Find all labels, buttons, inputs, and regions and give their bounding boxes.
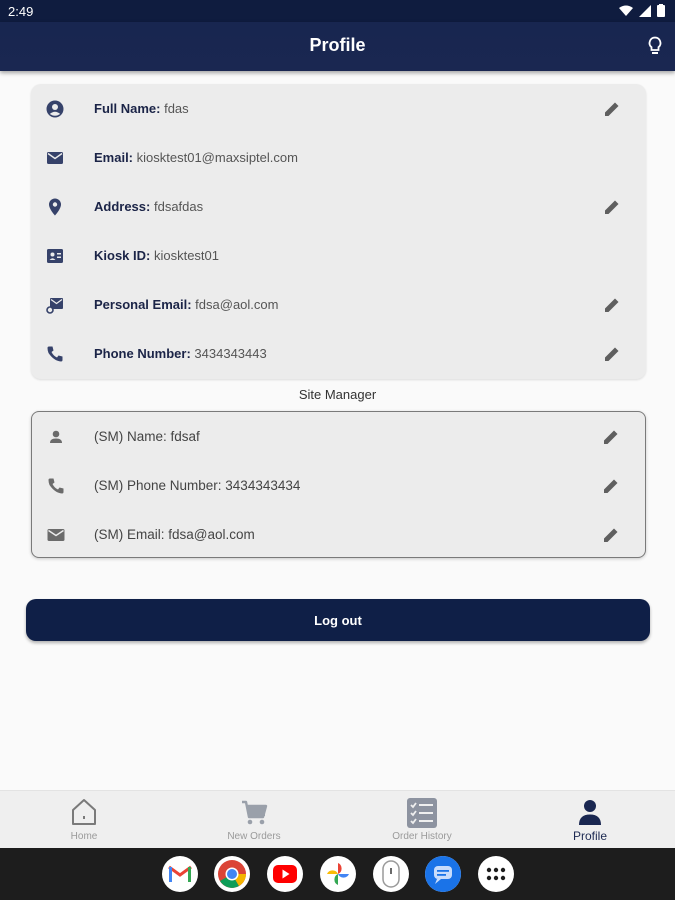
address-label: Address: bbox=[94, 199, 151, 214]
phone-text bbox=[94, 346, 267, 361]
email-label: Email: bbox=[94, 150, 134, 165]
id-card-icon bbox=[45, 246, 65, 266]
email-icon bbox=[45, 148, 65, 168]
contact-mail-icon bbox=[45, 295, 65, 315]
phone-icon bbox=[46, 476, 66, 496]
nav-order-history[interactable] bbox=[338, 791, 506, 849]
wifi-icon bbox=[619, 5, 633, 17]
email-text bbox=[94, 150, 298, 165]
edit-phone-icon[interactable] bbox=[602, 344, 622, 364]
page-title: Profile bbox=[309, 35, 366, 55]
full-name-row bbox=[31, 84, 646, 133]
phone-value: 3434343443 bbox=[194, 346, 267, 361]
profile-card bbox=[31, 84, 646, 379]
account-circle-icon bbox=[45, 99, 65, 119]
kiosk-id-value: kiosktest01 bbox=[153, 248, 220, 263]
address-value: fdsafdas bbox=[153, 199, 204, 214]
sm-email-text: (SM) Email: fdsa@aol.com bbox=[94, 527, 255, 542]
full-name-text bbox=[94, 101, 189, 116]
edit-full-name-icon[interactable] bbox=[602, 99, 622, 119]
lightbulb-icon[interactable] bbox=[647, 36, 663, 56]
phone-icon bbox=[45, 344, 65, 364]
address-text bbox=[94, 199, 203, 214]
site-manager-heading: Site Manager bbox=[298, 387, 377, 402]
edit-sm-name-icon[interactable] bbox=[601, 427, 621, 447]
nav-home-label: Home bbox=[70, 831, 98, 842]
app-drawer-icon[interactable] bbox=[478, 856, 514, 892]
bottom-navigation bbox=[0, 790, 675, 848]
sm-name-row bbox=[32, 412, 645, 461]
kiosk-id-row bbox=[31, 231, 646, 280]
person-icon bbox=[46, 427, 66, 447]
sm-name-text: (SM) Name: fdsaf bbox=[94, 429, 200, 444]
photos-icon[interactable] bbox=[320, 856, 356, 892]
email-icon bbox=[46, 525, 66, 545]
edit-sm-phone-icon[interactable] bbox=[601, 476, 621, 496]
edit-personal-email-icon[interactable] bbox=[602, 295, 622, 315]
cart-icon bbox=[239, 797, 269, 827]
nav-new-orders[interactable] bbox=[170, 791, 338, 849]
edit-sm-email-icon[interactable] bbox=[601, 525, 621, 545]
logout-button[interactable]: Log out bbox=[26, 599, 650, 641]
personal-email-text bbox=[94, 297, 278, 312]
full-name-label: Full Name: bbox=[94, 101, 161, 116]
address-row bbox=[31, 182, 646, 231]
kiosk-id-label: Kiosk ID: bbox=[94, 248, 151, 263]
app-bar bbox=[0, 22, 675, 71]
gmail-icon[interactable] bbox=[162, 856, 198, 892]
home-icon bbox=[69, 797, 99, 827]
nav-profile-label: Profile bbox=[572, 829, 607, 843]
battery-icon bbox=[657, 4, 665, 17]
youtube-icon[interactable] bbox=[267, 856, 303, 892]
location-pin-icon bbox=[45, 197, 65, 217]
personal-email-label: Personal Email: bbox=[94, 297, 192, 312]
status-bar bbox=[0, 0, 675, 22]
sm-phone-row bbox=[32, 461, 645, 510]
messages-icon[interactable] bbox=[425, 856, 461, 892]
sm-phone-text: (SM) Phone Number: 3434343434 bbox=[94, 478, 301, 493]
nav-profile[interactable] bbox=[506, 791, 674, 849]
full-name-value: fdas bbox=[164, 101, 189, 116]
phone-row bbox=[31, 329, 646, 378]
status-time: 2:49 bbox=[8, 4, 34, 19]
nav-new-orders-label: New Orders bbox=[227, 831, 281, 842]
nav-order-history-label: Order History bbox=[392, 831, 452, 842]
personal-email-row bbox=[31, 280, 646, 329]
chrome-icon[interactable] bbox=[214, 856, 250, 892]
email-row bbox=[31, 133, 646, 182]
system-dock bbox=[0, 848, 675, 900]
email-value: kiosktest01@maxsiptel.com bbox=[136, 150, 298, 165]
status-icons bbox=[619, 4, 665, 17]
site-manager-card bbox=[31, 411, 646, 558]
person-icon bbox=[575, 797, 605, 827]
personal-email-value: fdsa@aol.com bbox=[195, 297, 279, 312]
nav-home[interactable] bbox=[0, 791, 168, 849]
kiosk-id-text bbox=[94, 248, 219, 263]
files-icon[interactable] bbox=[373, 856, 409, 892]
sm-email-row bbox=[32, 510, 645, 559]
signal-icon bbox=[639, 5, 651, 17]
edit-address-icon[interactable] bbox=[602, 197, 622, 217]
checklist-icon bbox=[406, 797, 438, 829]
phone-label: Phone Number: bbox=[94, 346, 191, 361]
